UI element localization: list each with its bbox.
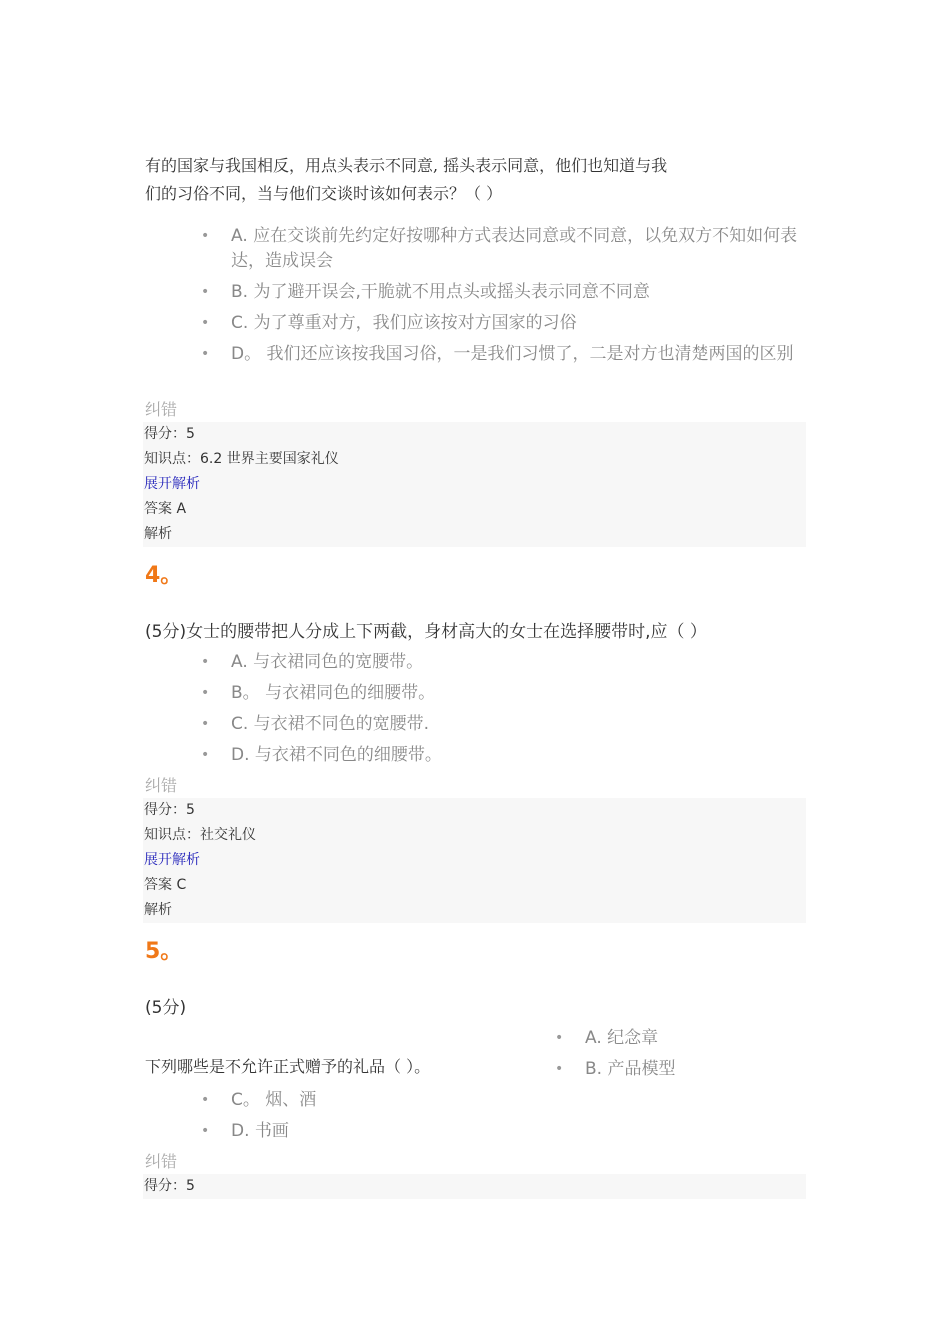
bullet-icon: • — [201, 284, 210, 300]
analysis-label: 解析 — [144, 526, 172, 542]
answer-text: 答案 C — [144, 877, 187, 893]
answer-text: 答案 A — [144, 501, 187, 517]
bullet-icon: • — [201, 1092, 210, 1108]
question-3-stem-line-2: 们的习俗不同，当与他们交谈时该如何表示？（ ） — [145, 184, 503, 203]
knowledge-point-text: 知识点：社交礼仪 — [144, 827, 256, 843]
option-label: A. 与衣裙同色的宽腰带。 — [231, 652, 424, 672]
score-text: 得分：5 — [144, 802, 195, 818]
option-label: B. 产品模型 — [585, 1059, 676, 1079]
analysis-label: 解析 — [144, 902, 172, 918]
bullet-icon: • — [555, 1061, 564, 1077]
option-label: C. 为了尊重对方，我们应该按对方国家的习俗 — [231, 313, 577, 333]
question-4-stem: (5分)女士的腰带把人分成上下两截，身材高大的女士在选择腰带时,应（ ） — [145, 622, 707, 642]
option-label: D. 书画 — [231, 1121, 289, 1141]
question-4-option-a[interactable] — [200, 650, 810, 675]
question-3-option-a[interactable] — [200, 224, 810, 274]
question-5-options-left — [200, 1088, 810, 1150]
question-4-result-panel — [143, 798, 806, 923]
question-5-option-d[interactable] — [200, 1119, 810, 1144]
bullet-icon: • — [201, 228, 210, 244]
question-5-option-c[interactable] — [200, 1088, 810, 1113]
question-3-option-c[interactable] — [200, 311, 810, 336]
question-5-options-right — [554, 1026, 804, 1088]
bullet-icon: • — [555, 1030, 564, 1046]
question-3-stem-line-1: 有的国家与我国相反，用点头表示不同意, 摇头表示同意，他们也知道与我 — [145, 156, 668, 175]
question-4-option-b[interactable] — [200, 681, 810, 706]
question-5-points: (5分) — [145, 998, 187, 1018]
option-label: D。 我们还应该按我国习俗，一是我们习惯了，二是对方也清楚两国的区别 — [231, 344, 794, 364]
option-label: D. 与衣裙不同色的细腰带。 — [231, 745, 442, 765]
score-text: 得分：5 — [144, 426, 195, 442]
question-3-option-b[interactable] — [200, 280, 810, 305]
option-label: B. 为了避开误会,干脆就不用点头或摇头表示同意不同意 — [231, 282, 650, 302]
question-5-option-a[interactable] — [554, 1026, 804, 1051]
bullet-icon: • — [201, 716, 210, 732]
knowledge-point-text: 知识点：6.2 世界主要国家礼仪 — [144, 451, 339, 467]
expand-analysis-link[interactable]: 展开解析 — [144, 852, 200, 868]
question-5-stem: 下列哪些是不允许正式赠予的礼品（ ）。 — [145, 1057, 431, 1076]
option-label: C。 烟、酒 — [231, 1090, 317, 1110]
question-3-result-panel — [143, 422, 806, 547]
bullet-icon: • — [201, 685, 210, 701]
bullet-icon: • — [201, 1123, 210, 1139]
option-label: B。 与衣裙同色的细腰带。 — [231, 683, 436, 703]
question-4-option-c[interactable] — [200, 712, 810, 737]
question-4-number: 4。 — [145, 563, 183, 588]
question-3-stem — [145, 152, 785, 208]
question-5-option-b[interactable] — [554, 1057, 804, 1082]
question-5-number: 5。 — [145, 939, 183, 964]
question-4-report-error-link[interactable]: 纠错 — [145, 776, 178, 795]
expand-analysis-link[interactable]: 展开解析 — [144, 476, 200, 492]
score-text: 得分：5 — [144, 1178, 195, 1194]
option-label: A. 纪念章 — [585, 1028, 659, 1048]
question-4-option-d[interactable] — [200, 743, 810, 768]
question-3-report-error-link[interactable]: 纠错 — [145, 400, 178, 419]
bullet-icon: • — [201, 346, 210, 362]
bullet-icon: • — [201, 654, 210, 670]
question-4-options — [200, 650, 810, 774]
bullet-icon: • — [201, 747, 210, 763]
option-label: A. 应在交谈前先约定好按哪种方式表达同意或不同意，以免双方不知如何表达，造成误会 — [231, 226, 798, 271]
question-3-option-d[interactable] — [200, 342, 810, 367]
bullet-icon: • — [201, 315, 210, 331]
question-5-report-error-link[interactable]: 纠错 — [145, 1152, 178, 1171]
question-3-options — [200, 224, 810, 373]
option-label: C. 与衣裙不同色的宽腰带. — [231, 714, 430, 734]
question-5-result-panel — [143, 1174, 806, 1199]
